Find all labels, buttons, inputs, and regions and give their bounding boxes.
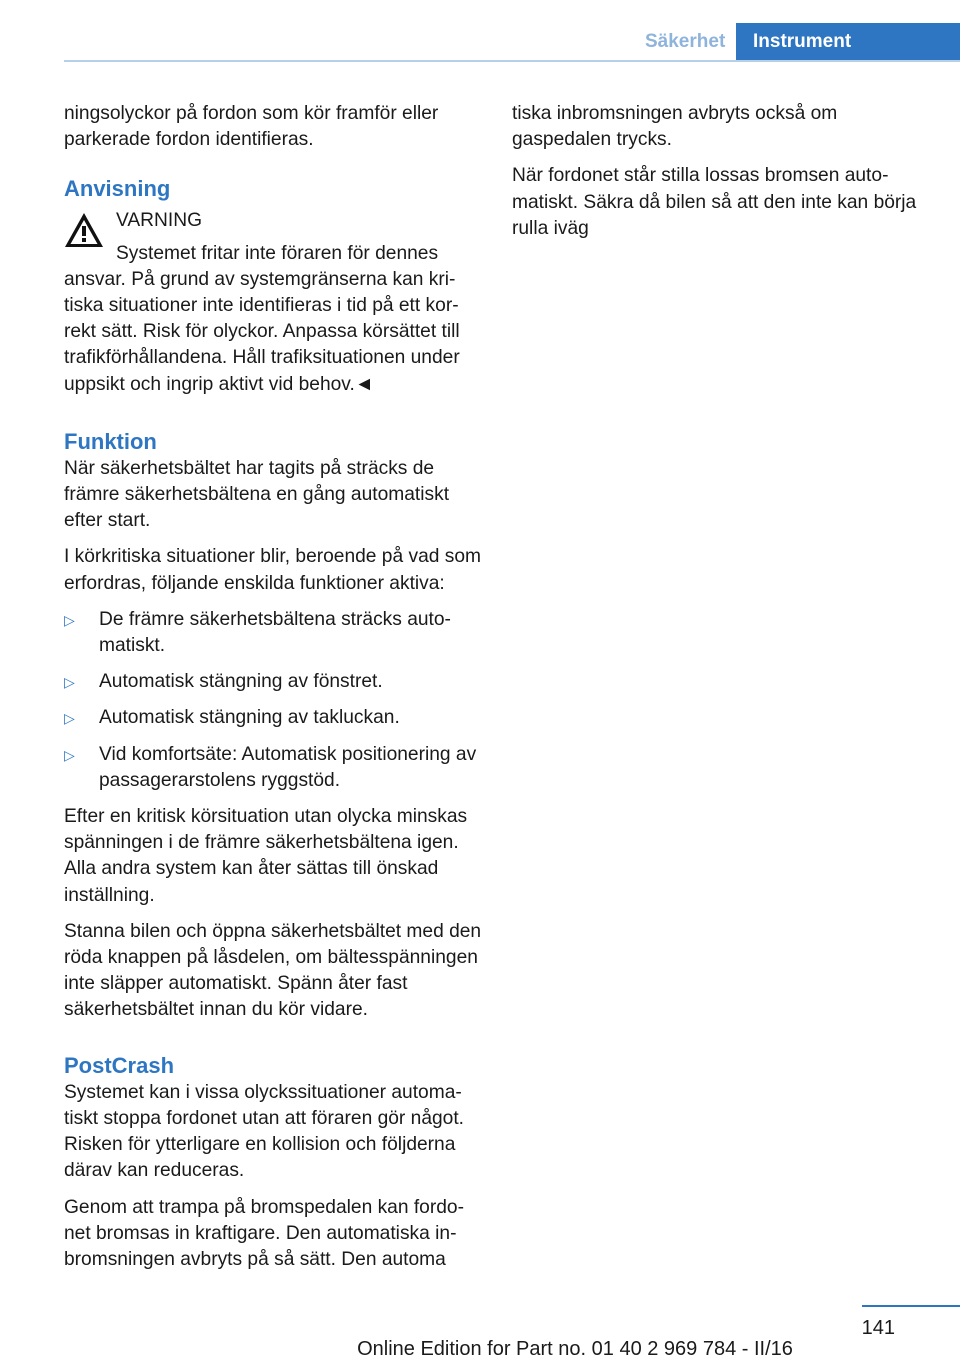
list-item: [64, 742, 482, 794]
triangle-right-icon: ▷: [64, 746, 75, 763]
funktion-paragraph-3: Efter en kritisk körsituation utan olycka minskas spänningen i de främre säkerhetsbältena igen. Alla andra system kan åter sättas till önskad inställning.: [64, 806, 468, 906]
funktion-paragraph-4: Stanna bilen och öppna säkerhetsbältet med den röda knappen på låsdelen, om bältesspänningen inte släpper automatiskt. Spänn åter fast säkerhetsbältet innan du kör vidare.: [64, 920, 482, 1021]
footer-divider: [862, 1305, 960, 1307]
warning-text-first-line: Systemet fritar inte föraren för dennes: [116, 242, 439, 264]
right-paragraph-1: tiska inbromsningen avbryts också om gaspedalen trycks.: [512, 103, 838, 151]
right-column: [512, 101, 930, 252]
tab-sakerhet[interactable]: Säkerhet: [629, 23, 736, 61]
list-item-text: Vid komfortsäte: Automatisk positionering av passagerarstolens ryggstöd.: [99, 743, 477, 791]
list-item-text: Automatisk stängning av fönstret.: [99, 671, 383, 693]
intro-paragraph: ningsolyckor på fordon som kör framför eller parkerade fordon identifieras.: [64, 103, 439, 151]
header-divider: [64, 60, 960, 62]
anvisning-heading: Anvisning: [64, 176, 171, 202]
list-item: [64, 607, 482, 659]
funktion-paragraph-2: I körkritiska situationer blir, beroende på vad som erfordras, följande enskilda funktioner aktiva:: [64, 546, 481, 594]
list-item: [64, 705, 482, 731]
triangle-right-icon: ▷: [64, 674, 75, 691]
postcrash-heading: PostCrash: [64, 1052, 175, 1078]
list-item-text: Automatisk stängning av takluckan.: [99, 707, 400, 729]
warning-block: [64, 208, 482, 266]
page-header: [629, 23, 960, 61]
warning-title: VARNING: [116, 210, 202, 232]
list-item: [64, 669, 482, 695]
edition-note: Online Edition for Part no. 01 40 2 969 784 - II/16: [357, 1338, 793, 1360]
warning-triangle-icon: [64, 212, 104, 248]
left-column: [64, 101, 482, 1283]
triangle-right-icon: ▷: [64, 710, 75, 727]
function-list: [64, 607, 482, 794]
postcrash-paragraph-2: Genom att trampa på bromspedalen kan fordonet bromsas in kraftigare. Den automatiska inbromsningen avbryts på så sätt. Den automa: [64, 1196, 464, 1270]
warning-text: ansvar. På grund av systemgränserna kan kritiska situationer inte identifieras i tid på ett korrekt sätt. Risk för olyckor. Anpassa körsättet till trafikförhållandena. Håll trafiksituationen under uppsikt och ingrip aktivt vid behov.◄: [64, 268, 460, 395]
list-item-text: De främre säkerhetsbältena sträcks automatiskt.: [99, 608, 451, 657]
postcrash-paragraph-1: Systemet kan i vissa olyckssituationer automatiskt stoppa fordonet utan att föraren gör något. Risken för ytterligare en kollision och följderna därav kan reduceras.: [64, 1081, 464, 1182]
triangle-right-icon: ▷: [64, 611, 75, 628]
funktion-paragraph-1: När säkerhetsbältet har tagits på sträcks de främre säkerhetsbältena en gång automatiskt efter start.: [64, 457, 450, 532]
page-number: 141: [861, 1317, 895, 1339]
funktion-heading: Funktion: [64, 428, 157, 454]
tab-instrument[interactable]: Instrument: [736, 23, 960, 61]
right-paragraph-2: När fordonet står stilla lossas bromsen automatiskt. Säkra då bilen så att den inte kan börja rulla iväg: [512, 165, 917, 239]
